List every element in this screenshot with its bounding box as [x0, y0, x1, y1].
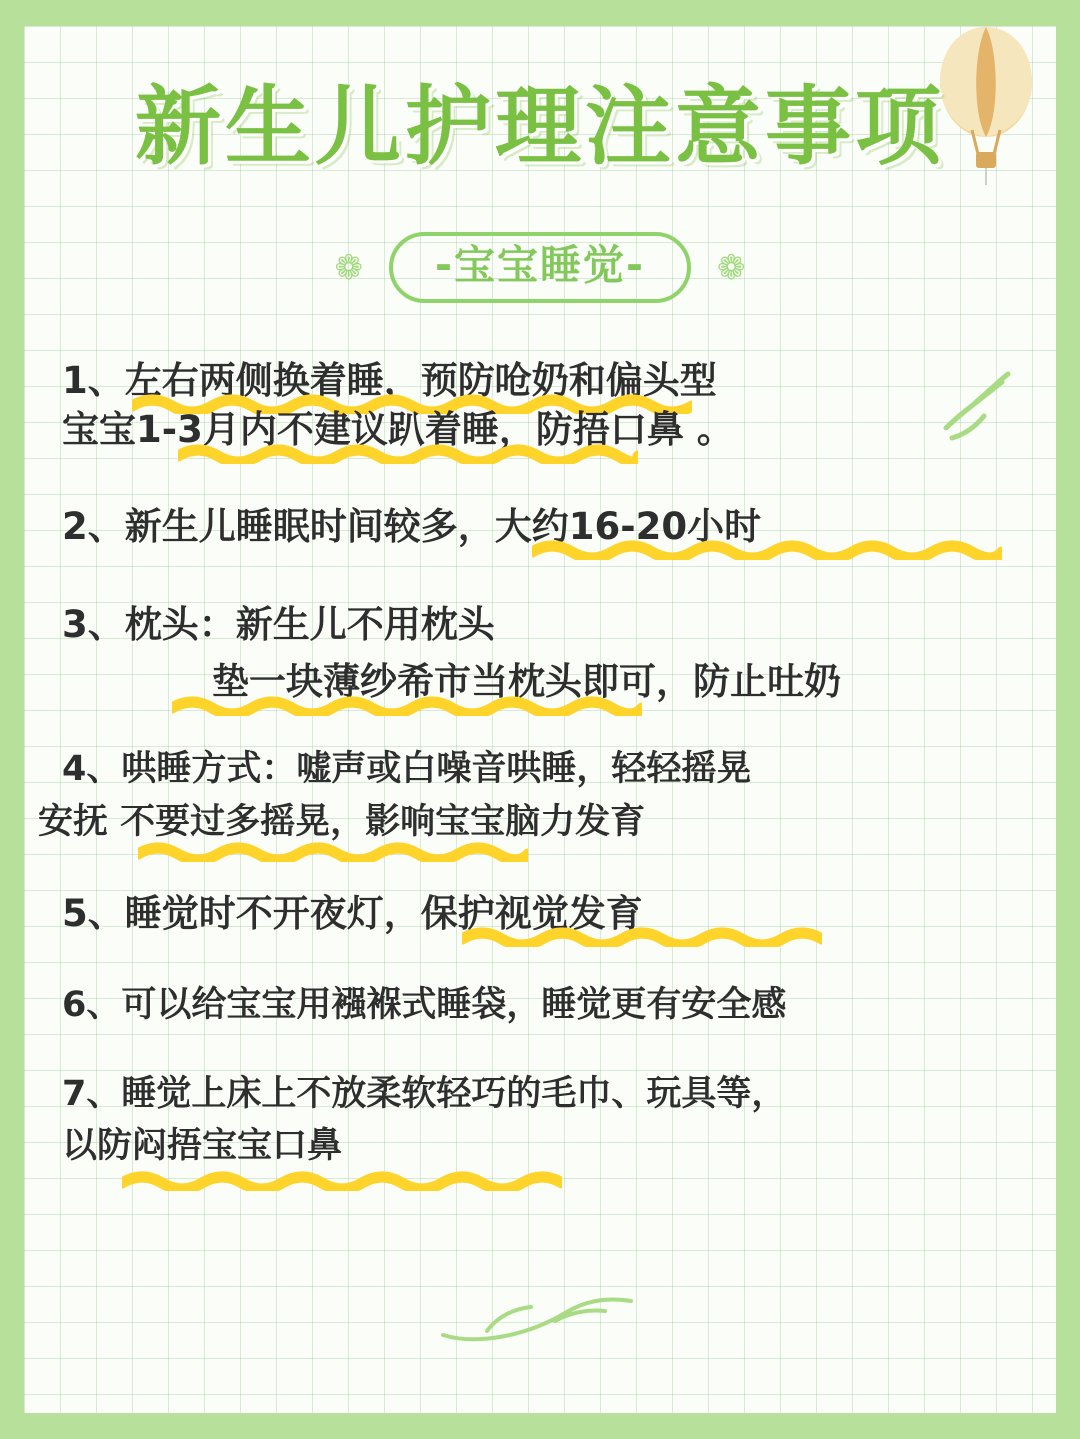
list-item	[62, 982, 1018, 1029]
list-item-line: 垫一块薄纱希市当枕头即可，防止吐奶	[212, 659, 841, 703]
list-item-line: 3、枕头：新生儿不用枕头	[62, 602, 495, 646]
main-title-text: 新生儿护理注意事项	[135, 77, 945, 177]
list-item-line: 7、睡觉上床上不放柔软轻巧的毛巾、玩具等，	[62, 1073, 787, 1114]
subtitle-text: -宝宝睡觉-	[434, 241, 646, 289]
grid-paper-card	[24, 26, 1056, 1413]
list-item-line: 以防闷捂宝宝口鼻	[62, 1126, 343, 1167]
list-item-line: 安抚 不要过多摇晃，影响宝宝脑力发育	[38, 801, 646, 842]
subtitle-pill	[389, 232, 691, 303]
list-item-line: 2、新生儿睡眠时间较多，大约16-20小时	[62, 505, 762, 549]
list-item	[62, 1071, 1018, 1170]
list-item-line: 4、哄睡方式：嘘声或白噪音哄睡，轻轻摇晃	[62, 749, 752, 790]
list-item	[62, 502, 1018, 551]
flower-left-icon: ❁	[334, 248, 363, 287]
list-item	[62, 356, 1018, 454]
list-item-line: 6、可以给宝宝用襁褓式睡袋，睡觉更有安全感	[62, 985, 787, 1026]
page-title	[24, 77, 1056, 177]
list-item-line: 宝宝1-3月内不建议趴着睡，防捂口鼻 。	[62, 408, 734, 452]
list-item-line: 5、睡觉时不开夜灯，保护视觉发育	[62, 892, 643, 936]
tips-list	[24, 356, 1056, 1196]
list-item	[38, 746, 1018, 845]
subtitle-row	[24, 232, 1056, 303]
list-item	[62, 600, 1018, 706]
leaf-scribble-icon	[435, 1287, 645, 1357]
marker-underline	[122, 1171, 562, 1191]
list-item	[62, 889, 1018, 938]
flower-right-icon: ❁	[717, 248, 746, 287]
list-item-line: 1、左右两侧换着睡，预防呛奶和偏头型	[62, 359, 717, 402]
